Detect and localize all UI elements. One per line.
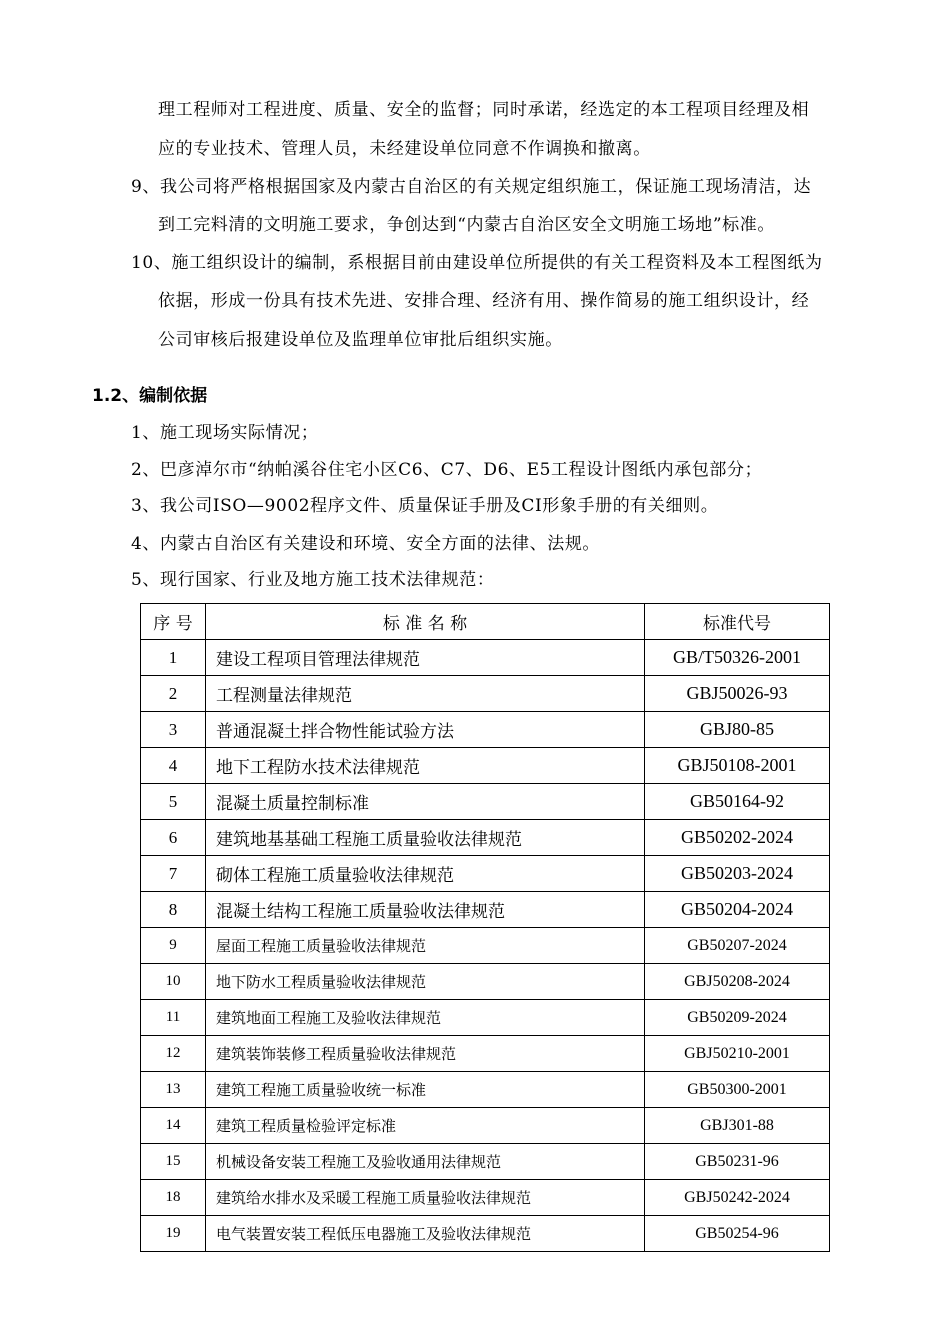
row-name: 建筑地面工程施工及验收法律规范 <box>206 1000 645 1036</box>
basis-item: 3、我公司ISO—9002程序文件、质量保证手册及CI形象手册的有关细则。 <box>131 496 719 516</box>
row-code: GB/T50326-2001 <box>645 640 830 676</box>
row-code: GBJ50210-2001 <box>645 1036 830 1072</box>
row-name: 地下工程防水技术法律规范 <box>206 748 645 784</box>
intro-line: 到工完料清的文明施工要求，争创达到“内蒙古自治区安全文明施工场地”标准。 <box>158 215 775 235</box>
row-name: 建筑工程质量检验评定标准 <box>206 1108 645 1144</box>
row-no: 4 <box>141 748 206 784</box>
row-no: 11 <box>141 1000 206 1036</box>
row-name: 建设工程项目管理法律规范 <box>206 640 645 676</box>
row-name: 砌体工程施工质量验收法律规范 <box>206 856 645 892</box>
row-code: GBJ80-85 <box>645 712 830 748</box>
intro-line: 理工程师对工程进度、质量、安全的监督；同时承诺，经选定的本工程项目经理及相 <box>158 100 810 120</box>
row-no: 3 <box>141 712 206 748</box>
row-code: GBJ50242-2024 <box>645 1180 830 1216</box>
table-row <box>141 1144 830 1180</box>
intro-line: 应的专业技术、管理人员，未经建设单位同意不作调换和撤离。 <box>158 139 651 159</box>
row-code: GBJ50026-93 <box>645 676 830 712</box>
row-code: GB50207-2024 <box>645 928 830 964</box>
header-no: 序 号 <box>141 604 206 640</box>
table-row <box>141 784 830 820</box>
row-name: 混凝土结构工程施工质量验收法律规范 <box>206 892 645 928</box>
row-name: 工程测量法律规范 <box>206 676 645 712</box>
row-code: GB50209-2024 <box>645 1000 830 1036</box>
row-code: GB50164-92 <box>645 784 830 820</box>
row-no: 7 <box>141 856 206 892</box>
table-row <box>141 928 830 964</box>
row-code: GB50202-2024 <box>645 820 830 856</box>
row-code: GB50204-2024 <box>645 892 830 928</box>
header-code: 标准代号 <box>645 604 830 640</box>
row-code: GB50231-96 <box>645 1144 830 1180</box>
table-row <box>141 748 830 784</box>
row-no: 2 <box>141 676 206 712</box>
intro-line: 10、施工组织设计的编制，系根据目前由建设单位所提供的有关工程资料及本工程图纸为 <box>131 253 823 273</box>
basis-item: 2、巴彦淖尔市“纳帕溪谷住宅小区C6、C7、D6、E5工程设计图纸内承包部分； <box>131 460 763 480</box>
row-no: 14 <box>141 1108 206 1144</box>
row-no: 19 <box>141 1216 206 1252</box>
row-no: 18 <box>141 1180 206 1216</box>
section-heading: 1.2、编制依据 <box>92 386 208 406</box>
row-name: 机械设备安装工程施工及验收通用法律规范 <box>206 1144 645 1180</box>
basis-item: 1、施工现场实际情况； <box>131 423 319 443</box>
header-name: 标 准 名 称 <box>206 604 645 640</box>
table-row <box>141 892 830 928</box>
table-row <box>141 1000 830 1036</box>
basis-item: 4、内蒙古自治区有关建设和环境、安全方面的法律、法规。 <box>131 534 601 554</box>
row-no: 8 <box>141 892 206 928</box>
row-name: 混凝土质量控制标准 <box>206 784 645 820</box>
row-no: 13 <box>141 1072 206 1108</box>
row-no: 1 <box>141 640 206 676</box>
table-header-row <box>141 604 830 640</box>
row-no: 6 <box>141 820 206 856</box>
table-row <box>141 856 830 892</box>
row-code: GB50203-2024 <box>645 856 830 892</box>
row-name: 普通混凝土拌合物性能试验方法 <box>206 712 645 748</box>
standards-table <box>140 603 830 1252</box>
row-code: GB50254-96 <box>645 1216 830 1252</box>
row-no: 12 <box>141 1036 206 1072</box>
row-code: GBJ50108-2001 <box>645 748 830 784</box>
table-row <box>141 820 830 856</box>
row-name: 建筑给水排水及采暖工程施工质量验收法律规范 <box>206 1180 645 1216</box>
row-no: 10 <box>141 964 206 1000</box>
table-row <box>141 1108 830 1144</box>
row-no: 15 <box>141 1144 206 1180</box>
row-name: 建筑装饰装修工程质量验收法律规范 <box>206 1036 645 1072</box>
row-no: 5 <box>141 784 206 820</box>
table-row <box>141 1180 830 1216</box>
intro-line: 9、我公司将严格根据国家及内蒙古自治区的有关规定组织施工，保证施工现场清洁，达 <box>131 177 812 197</box>
row-code: GB50300-2001 <box>645 1072 830 1108</box>
row-no: 9 <box>141 928 206 964</box>
table-row <box>141 1216 830 1252</box>
table-row <box>141 640 830 676</box>
table-row <box>141 676 830 712</box>
table-row <box>141 712 830 748</box>
intro-line: 依据，形成一份具有技术先进、安排合理、经济有用、操作简易的施工组织设计，经 <box>158 291 810 311</box>
basis-item: 5、现行国家、行业及地方施工技术法律规范： <box>131 570 495 590</box>
table-row <box>141 1036 830 1072</box>
row-name: 建筑地基基础工程施工质量验收法律规范 <box>206 820 645 856</box>
row-name: 屋面工程施工质量验收法律规范 <box>206 928 645 964</box>
row-name: 建筑工程施工质量验收统一标准 <box>206 1072 645 1108</box>
table-row <box>141 1072 830 1108</box>
row-code: GBJ301-88 <box>645 1108 830 1144</box>
row-name: 电气装置安装工程低压电器施工及验收法律规范 <box>206 1216 645 1252</box>
row-code: GBJ50208-2024 <box>645 964 830 1000</box>
intro-line: 公司审核后报建设单位及监理单位审批后组织实施。 <box>158 330 563 350</box>
row-name: 地下防水工程质量验收法律规范 <box>206 964 645 1000</box>
table-row <box>141 964 830 1000</box>
